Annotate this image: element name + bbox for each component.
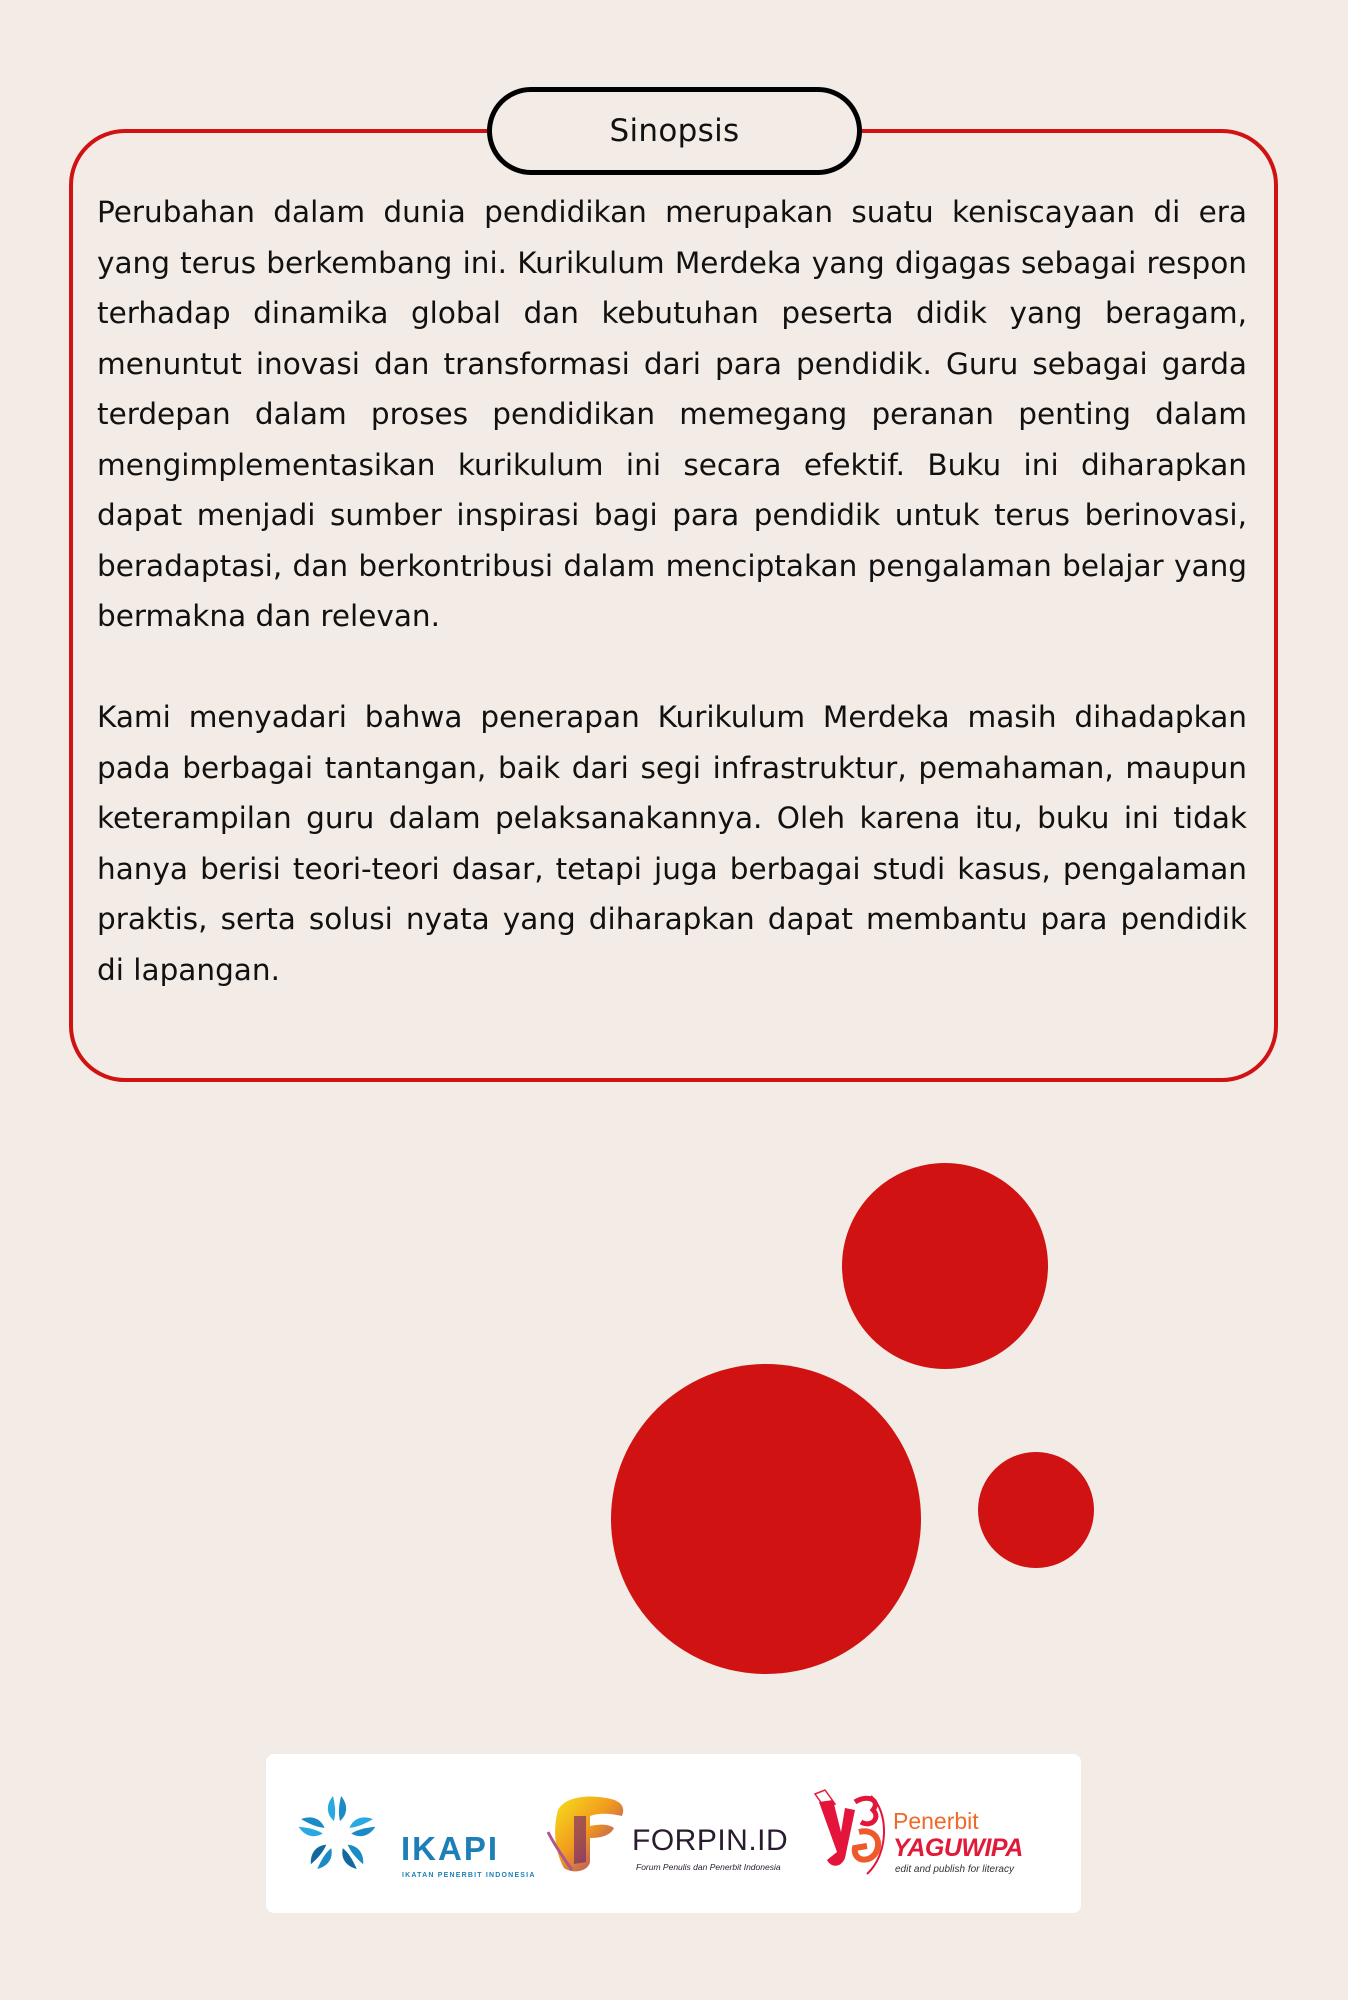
publisher-logos-panel <box>266 1754 1081 1913</box>
ikapi-subtitle: IKATAN PENERBIT INDONESIA <box>402 1872 536 1879</box>
yaguwipa-tagline: edit and publish for literacy <box>895 1864 1014 1875</box>
forpin-f-icon <box>544 1792 630 1878</box>
decorative-circle-top <box>842 1163 1048 1369</box>
synopsis-paragraph-2: Kami menyadari bahwa penerapan Kurikulum Merdeka masih dihadapkan pada berbagai tantangan, baik dari segi infrastruktur, pemahaman, maupun keterampilan guru dalam pelaksanakannya. Oleh karena itu, buku ini tidak hanya berisi teori-teori dasar, tetapi juga berbagai studi kasus, pengalaman praktis, serta solusi nyata yang diharapkan dapat membantu para pendidik di lapangan. <box>97 700 1247 987</box>
yg-monogram-icon <box>811 1788 891 1878</box>
yaguwipa-prefix: Penerbit <box>893 1808 979 1834</box>
decorative-circle-large <box>611 1364 921 1674</box>
synopsis-title-pill <box>487 87 862 175</box>
synopsis-title: Sinopsis <box>609 113 740 149</box>
forpin-name: FORPIN.ID <box>632 1824 789 1857</box>
yaguwipa-name: YAGUWIPA <box>893 1834 1023 1862</box>
ikapi-logo <box>296 1794 546 1879</box>
ikapi-name: IKAPI <box>401 1830 500 1867</box>
ikapi-star-icon <box>296 1794 378 1876</box>
decorative-circle-small <box>978 1452 1094 1568</box>
synopsis-body <box>97 187 1247 995</box>
synopsis-paragraph-1: Perubahan dalam dunia pendidikan merupakan suatu keniscayaan di era yang terus berkembang ini. Kurikulum Merdeka yang digagas sebagai respon terhadap dinamika global dan kebutuhan peserta didik yang beragam, menuntut inovasi dan transformasi dari para pendidik. Guru sebagai garda terdepan dalam proses pendidikan memegang peranan penting dalam mengimplementasikan kurikulum ini secara efektif. Buku ini diharapkan dapat menjadi sumber inspirasi bagi para pendidik untuk terus berinovasi, beradaptasi, dan berkontribusi dalam menciptakan pengalaman belajar yang bermakna dan relevan. <box>97 195 1247 633</box>
yaguwipa-logo <box>811 1788 1061 1884</box>
forpin-subtitle: Forum Penulis dan Penerbit Indonesia <box>636 1862 781 1872</box>
forpin-logo <box>544 1792 794 1878</box>
